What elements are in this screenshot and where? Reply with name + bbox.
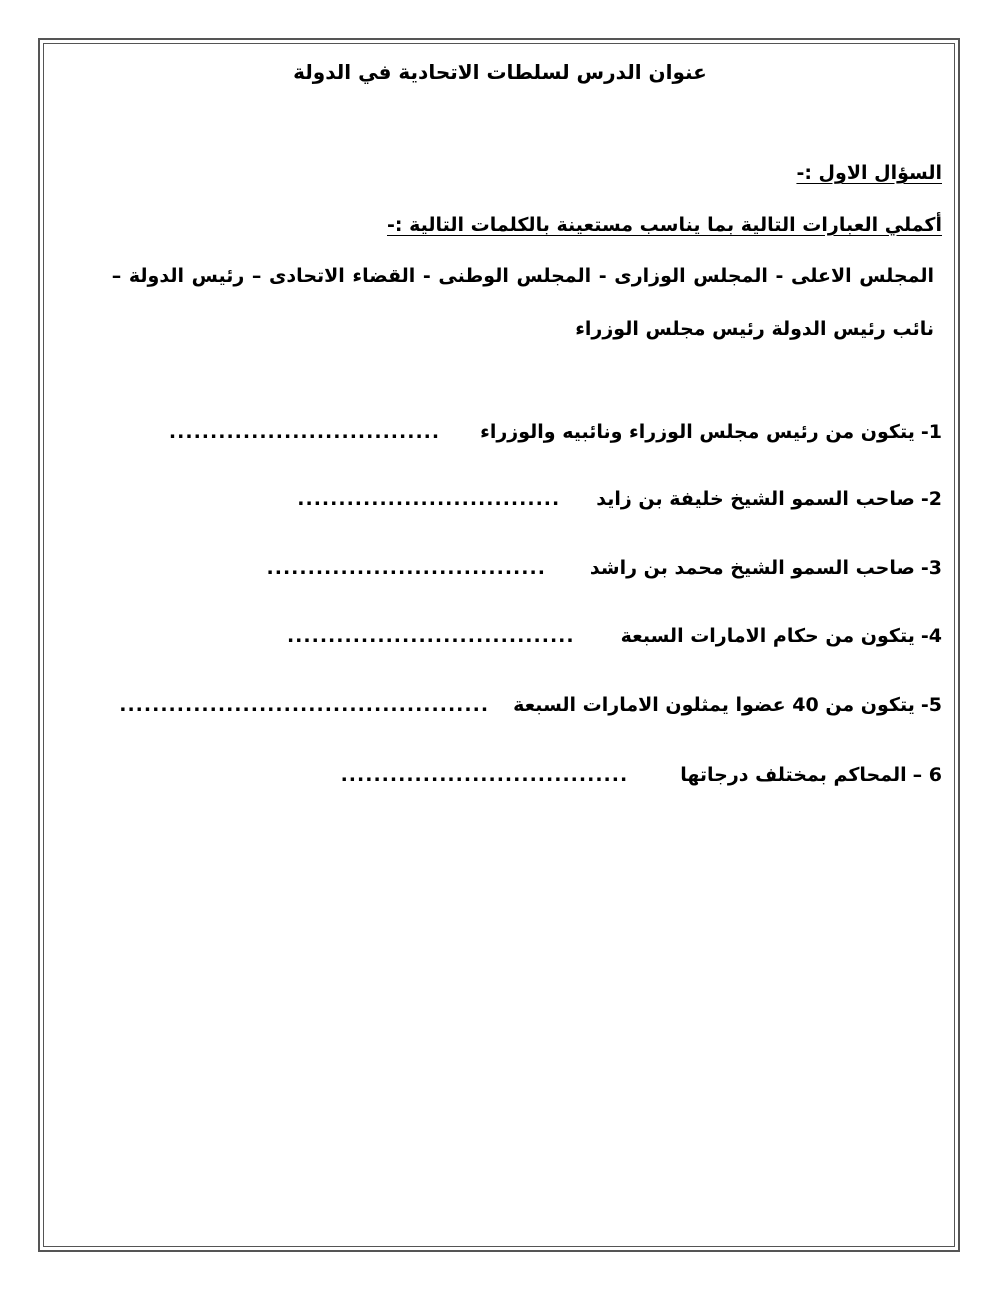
item-number: 2- — [920, 488, 942, 510]
item-number: 6 – — [912, 764, 942, 786]
question-heading: السؤال الاول :- — [796, 162, 942, 184]
item-statement: المحاكم بمختلف درجاتها — [680, 764, 907, 786]
item-number: 1- — [920, 421, 942, 443]
answer-blank[interactable]: ............................................. — [119, 694, 490, 716]
lesson-title: عنوان الدرس لسلطات الاتحادية في الدولة — [293, 60, 707, 84]
answer-blank[interactable]: ................................. — [168, 421, 441, 443]
question-instruction: أكملي العبارات التالية بما يناسب مستعينة بالكلمات التالية :- — [387, 214, 942, 236]
answer-blank[interactable]: ................................ — [297, 488, 561, 510]
answer-blank[interactable]: ................................... — [340, 764, 629, 786]
item-number: 4- — [920, 625, 942, 647]
item-statement: يتكون من رئيس مجلس الوزراء ونائبيه والوزراء — [480, 421, 915, 443]
question-item-6 — [341, 762, 942, 788]
word-bank-line-1: المجلس الاعلى - المجلس الوزارى - المجلس الوطنى - القضاء الاتحادى – رئيس الدولة – — [111, 265, 934, 287]
answer-blank[interactable]: .................................. — [266, 557, 546, 579]
question-item-3 — [267, 555, 942, 581]
item-number: 3- — [920, 557, 942, 579]
item-statement: صاحب السمو الشيخ خليفة بن زايد — [596, 488, 915, 510]
item-statement: يتكون من 40 عضوا يمثلون الامارات السبعة — [513, 694, 915, 716]
question-item-2 — [297, 486, 942, 512]
answer-blank[interactable]: ................................... — [286, 625, 575, 647]
item-statement: صاحب السمو الشيخ محمد بن راشد — [589, 557, 915, 579]
item-number: 5- — [920, 694, 942, 716]
question-item-5 — [119, 692, 942, 718]
question-item-4 — [287, 623, 942, 649]
question-item-1 — [169, 419, 942, 445]
word-bank-line-2: نائب رئيس الدولة رئيس مجلس الوزراء — [575, 318, 934, 340]
item-statement: يتكون من حكام الامارات السبعة — [620, 625, 915, 647]
